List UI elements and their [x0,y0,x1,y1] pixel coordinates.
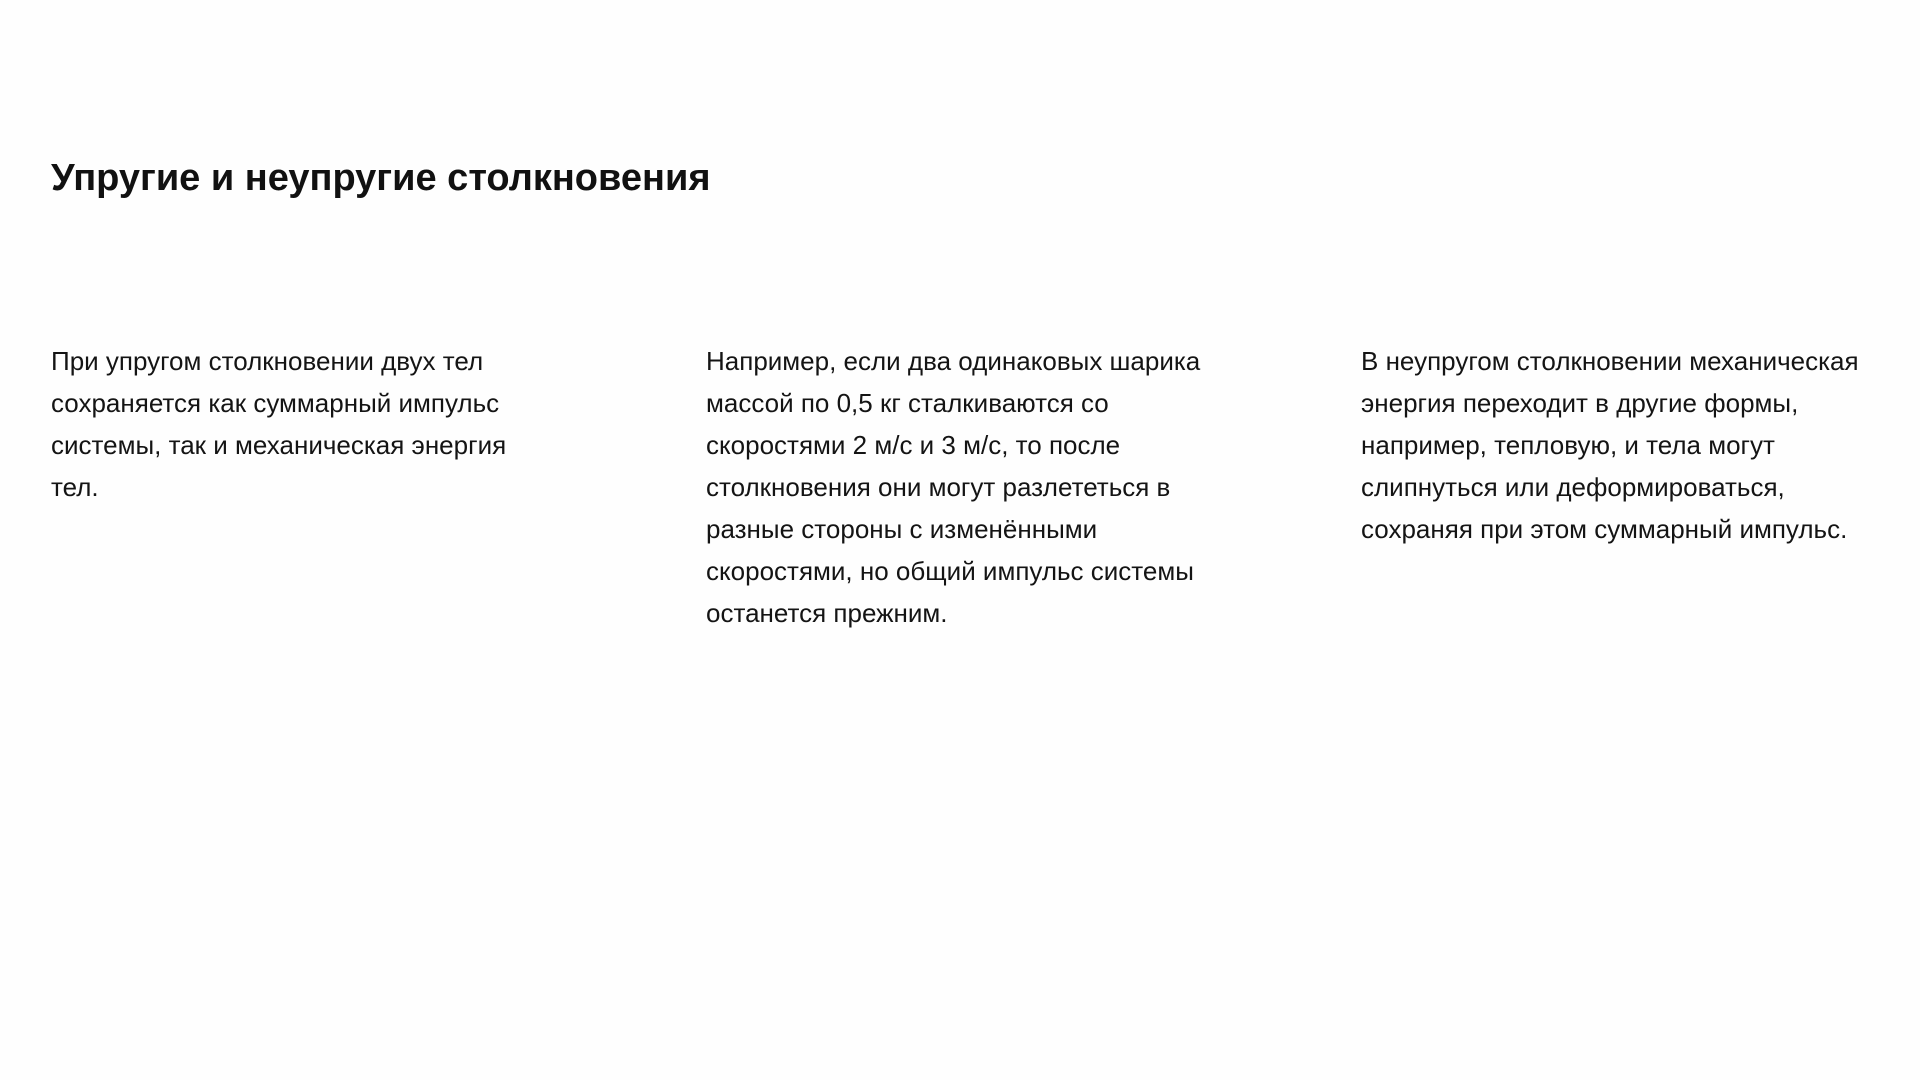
slide-title: Упругие и неупругие столкновения [51,157,711,199]
text-column-elastic: При упругом столкновении двух тел сохраняется как суммарный импульс системы, так и механическая энергия тел. [51,346,507,502]
text-column-example: Например, если два одинаковых шарика массой по 0,5 кг сталкиваются со скоростями 2 м/с и 3 м/с, то после столкновения они могут разлететься в разные стороны с изменёнными скоростями, но общий импульс системы останется прежним. [706,346,1201,628]
text-column-inelastic: В неупругом столкновении механическая энергия переходит в другие формы, например, тепловую, и тела могут слипнуться или деформироваться, сохраняя при этом суммарный импульс. [1361,346,1859,544]
